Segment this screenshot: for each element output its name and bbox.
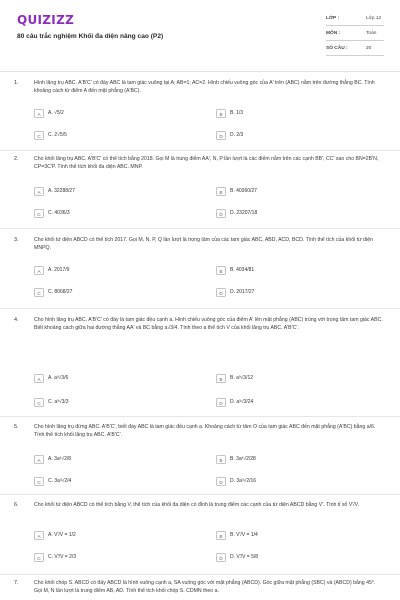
option-letter-box: D bbox=[216, 398, 226, 407]
option-text: A. 3a³√2/8 bbox=[48, 456, 72, 462]
option-text: B. V'/V = 1/4 bbox=[230, 532, 258, 538]
option-a[interactable] bbox=[34, 530, 184, 542]
option-d[interactable] bbox=[216, 287, 366, 299]
option-b[interactable] bbox=[216, 186, 366, 198]
option-letter-box: A bbox=[34, 266, 44, 275]
option-letter-box: D bbox=[216, 288, 226, 297]
option-text: C. 2√5/5 bbox=[48, 132, 67, 138]
option-a[interactable] bbox=[34, 373, 184, 385]
option-d[interactable] bbox=[216, 208, 366, 220]
option-b[interactable] bbox=[216, 454, 366, 466]
meta-divider bbox=[326, 40, 384, 41]
option-b[interactable] bbox=[216, 530, 366, 542]
option-a[interactable] bbox=[34, 454, 184, 466]
option-text: A. √5/2 bbox=[48, 110, 64, 116]
option-c[interactable] bbox=[34, 476, 184, 488]
option-text: D. 23207/18 bbox=[230, 210, 258, 216]
option-c[interactable] bbox=[34, 287, 184, 299]
meta-divider bbox=[326, 25, 384, 26]
option-text: B. 1/3 bbox=[230, 110, 244, 116]
option-letter-box: B bbox=[216, 455, 226, 464]
question-text: Hình lăng trụ ABC. A'B'C' có đáy ABC là tam giác vuông tại A; AB=1; AC=2. Hình chiếu vuông góc của A' trên (ABC) nằm trên đường thẳng BC. Tính khoảng cách từ điểm A đến mặt phẳng (A'BC). bbox=[34, 80, 375, 94]
option-letter-box: A bbox=[34, 374, 44, 383]
question-number: 3. bbox=[14, 237, 19, 243]
question-text: Cho khối chóp S. ABCD có đáy ABCD là hình vuông cạnh a, SA vuông góc với mặt phẳng (ABCD). Góc giữa mặt phẳng (SBC) và (ABCD) bằng 45°. Gọi M, N lần lượt là trung điểm AB, AD. Tính thể tích khối chóp S. CDMN theo a. bbox=[34, 580, 376, 594]
option-letter-box: B bbox=[216, 531, 226, 540]
option-text: D. a³√3/24 bbox=[230, 399, 254, 405]
option-c[interactable] bbox=[34, 208, 184, 220]
option-text: C. V'/V = 2/3 bbox=[48, 554, 77, 560]
option-letter-box: B bbox=[216, 109, 226, 118]
option-letter-box: A bbox=[34, 187, 44, 196]
option-text: C. 3a³√2/4 bbox=[48, 478, 72, 484]
question-number: 2. bbox=[14, 156, 19, 162]
option-letter-box: B bbox=[216, 187, 226, 196]
option-text: A. V'/V = 1/2 bbox=[48, 532, 76, 538]
option-letter-box: D bbox=[216, 477, 226, 486]
question-divider bbox=[0, 574, 400, 575]
option-letter-box: B bbox=[216, 266, 226, 275]
option-c[interactable] bbox=[34, 130, 184, 142]
option-letter-box: C bbox=[34, 131, 44, 140]
option-text: D. V'/V = 5/8 bbox=[230, 554, 259, 560]
page-title: 80 câu trắc nghiệm Khối đa diện nâng cao (P2) bbox=[17, 33, 164, 40]
question-number: 5. bbox=[14, 424, 19, 430]
question-number: 6. bbox=[14, 502, 19, 508]
option-text: B. a³√3/12 bbox=[230, 375, 254, 381]
option-b[interactable] bbox=[216, 265, 366, 277]
option-letter-box: C bbox=[34, 398, 44, 407]
question-number: 1. bbox=[14, 80, 19, 86]
option-letter-box: A bbox=[34, 455, 44, 464]
question-divider bbox=[0, 228, 400, 229]
option-letter-box: C bbox=[34, 553, 44, 562]
option-b[interactable] bbox=[216, 108, 366, 120]
option-letter-box: D bbox=[216, 131, 226, 140]
option-c[interactable] bbox=[34, 397, 184, 409]
meta-subject-label: MÔN : bbox=[326, 31, 341, 36]
question-text: Cho khối lăng trụ ABC. A'B'C' có thể tích bằng 2018. Gọi M là trung điểm AA', N, P lần lượt là các điểm nằm trên các cạnh BB', CC' sao cho BN=2B'N, CP=3C'P. Tính thể tích khối đa diện ABC. MNP. bbox=[34, 156, 379, 170]
option-d[interactable] bbox=[216, 397, 366, 409]
option-d[interactable] bbox=[216, 552, 366, 564]
option-letter-box: D bbox=[216, 553, 226, 562]
option-letter-box: C bbox=[34, 477, 44, 486]
option-text: B. 4034/81 bbox=[230, 267, 255, 273]
option-a[interactable] bbox=[34, 186, 184, 198]
meta-count-value: 20 bbox=[366, 46, 372, 51]
option-letter-box: B bbox=[216, 374, 226, 383]
question-text: Cho hình lăng trụ đứng ABC. A'B'C', biết đáy ABC là tam giác đều cạnh a. Khoảng cách từ tâm O của tam giác ABC đến mặt phẳng (A'BC) bằng a/6. Tính thể tích khối lăng trụ ABC. A'B'C'. bbox=[34, 424, 376, 438]
option-a[interactable] bbox=[34, 265, 184, 277]
option-letter-box: A bbox=[34, 531, 44, 540]
option-text: A. 2017/9 bbox=[48, 267, 70, 273]
question-divider bbox=[0, 308, 400, 309]
header-divider bbox=[0, 71, 400, 72]
option-text: B. 40360/27 bbox=[230, 188, 257, 194]
question-divider bbox=[0, 150, 400, 151]
option-letter-box: C bbox=[34, 209, 44, 218]
option-text: A. a³√3/6 bbox=[48, 375, 69, 381]
option-text: D. 2/3 bbox=[230, 132, 244, 138]
meta-class-value: Lớp 12 bbox=[366, 16, 382, 21]
question-number: 4. bbox=[14, 317, 19, 323]
question-text: Cho khối tứ diện ABCD có thể tích 2017. Gọi M, N, P, Q lần lượt là trọng tâm của các tam giác ABC, ABD, ACD, BCD. Tính thể tích của khối tứ diện MNPQ. bbox=[34, 237, 373, 251]
option-text: D. 3a³√2/16 bbox=[230, 478, 257, 484]
option-text: C. 8068/27 bbox=[48, 289, 73, 295]
option-text: D. 2017/27 bbox=[230, 289, 255, 295]
option-letter-box: A bbox=[34, 109, 44, 118]
option-d[interactable] bbox=[216, 476, 366, 488]
document-header bbox=[0, 0, 400, 64]
meta-class-label: LỚP : bbox=[326, 16, 340, 21]
option-c[interactable] bbox=[34, 552, 184, 564]
meta-divider bbox=[326, 55, 384, 56]
meta-subject-value: Toán bbox=[366, 31, 377, 36]
question-text: Cho khối tứ diện ABCD có thể tích bằng V, thể tích của khối đa diện có đỉnh là trung điểm các cạnh của tứ diện ABCD bằng V'. Tính tỉ số V'/V. bbox=[34, 502, 360, 508]
option-b[interactable] bbox=[216, 373, 366, 385]
option-d[interactable] bbox=[216, 130, 366, 142]
option-a[interactable] bbox=[34, 108, 184, 120]
question-text: Cho hình lăng trụ ABC. A'B'C' có đáy là tam giác đều cạnh a. Hình chiếu vuông góc của điểm A' lên mặt phẳng (ABC) trùng với trọng tâm tam giác ABC. Biết khoảng cách giữa hai đường thẳng AA' và BC bằng a√3/4. Tính theo a thể tích V của khối lăng trụ ABC. A'B'C'. bbox=[34, 317, 383, 331]
option-text: C. a³√3/3 bbox=[48, 399, 69, 405]
question-divider bbox=[0, 416, 400, 417]
option-text: B. 3a³√2/28 bbox=[230, 456, 256, 462]
question-divider bbox=[0, 494, 400, 495]
option-text: C. 4036/3 bbox=[48, 210, 70, 216]
option-letter-box: D bbox=[216, 209, 226, 218]
question-number: 7. bbox=[14, 580, 19, 586]
meta-count-label: SỐ CÂU : bbox=[326, 46, 348, 51]
quizizz-logo: QUIZIZZ bbox=[17, 13, 75, 27]
option-letter-box: C bbox=[34, 288, 44, 297]
option-text: A. 32288/27 bbox=[48, 188, 75, 194]
